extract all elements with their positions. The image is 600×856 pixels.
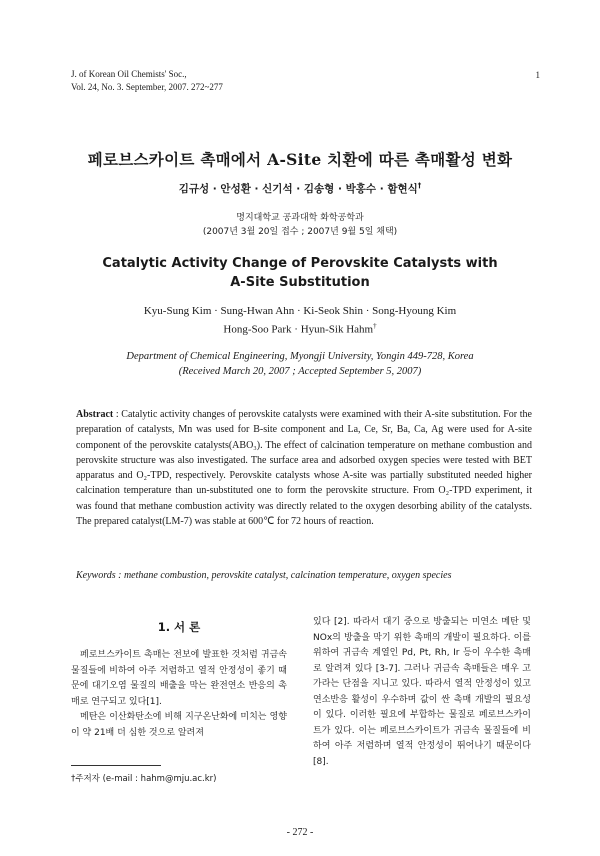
korean-author-list: 김규성 · 안성환 · 신기석 · 김송형 · 박홍수 · 함현식 [178,183,418,195]
english-authors [0,304,600,338]
korean-authors [0,181,600,196]
journal-volume: Vol. 24, No. 3. September, 2007. 272~277 [71,82,223,92]
english-department: Department of Chemical Engineering, Myongji University, Yongin 449-728, Korea [126,351,474,362]
korean-title: 페로브스카이트 촉매에서 A-Site 치환에 따른 촉매활성 변화 [87,150,513,169]
abstract [76,407,532,529]
journal-citation [71,68,223,94]
body-column-right [313,615,531,770]
english-affiliation [0,349,600,379]
body-paragraph-3: 있다 [2]. 따라서 대기 중으로 방출되는 미연소 메탄 및 NOx의 방출을 막기 위한 촉매의 개발이 필요하다. 이를 위하여 귀금속 계열인 Pd, Pt, Rh, Ir 등이 우수한 촉매로 알려져 있다 [3-7]. 그러나 귀금속 촉매들은 매우 고가라는 단점을 지니고 있다. 따라서 열적 안정성이 있고 연소반응 활성이 우수하며 값이 싼 촉매 개발의 필요성이 있다. 이러한 필요에 부합하는 물질로 페로브스카이트가 있다. 이는 페로브스카이트가 귀금속 물질들에 비하여 아주 저렴하며 열적 안정성이 뛰어나기 때문이다[8]. [313,617,531,767]
body-paragraph-2: 메탄은 이산화탄소에 비해 지구온난화에 미치는 영향이 약 21배 더 심한 것으로 알려져 [71,712,287,738]
korean-received-dates: (2007년 3월 20일 접수 ; 2007년 9월 5일 채택) [202,227,398,237]
korean-affiliation: 명지대학교 공과대학 화학공학과 [236,213,364,223]
abstract-text: : Catalytic activity changes of perovskite catalysts were examined with their A-site substitution. For the preparation of catalysts, Mn was used for B-site component and La, Ce, Sr, Ba, Ca, Ag were used for A-site component of the perovskite catalysts(ABO₃). The effect of calcination temperature on methane combustion and perovskite structure was also investigated. The surface area and adsorbed oxygen species were tested with BET apparatus and O₂-TPD, respectively. Perovskite catalysts whose A-site was partially substituted needed higher calcination temperature than un-substituted one to form the perovskite structure. From O₂-TPD experiment, it was found that methane combustion activity was directly related to the oxygen desorbing ability of the catalysts. The prepared catalyst(LM-7) was stable at 600℃ for 72 hours of reaction. [76,409,532,528]
footnote-corresponding-author: †주저자 (e-mail : hahm@mju.ac.kr) [71,774,217,784]
english-authors-line1: Kyu-Sung Kim · Sung-Hwan Ahn · Ki-Seok Shin · Song-Hyoung Kim [143,305,457,317]
body-column-left [71,648,287,741]
journal-name: J. of Korean Oil Chemists' Soc., [71,69,187,79]
corresponding-mark: † [417,181,422,190]
english-authors-line2: Hong-Soo Park · Hyun-Sik Hahm [223,323,374,336]
page-number-bottom: - 272 - [286,827,314,838]
keywords: Keywords : methane combustion, perovskite catalyst, calcination temperature, oxygen species [76,570,452,581]
english-received-dates: (Received March 20, 2007 ; Accepted September 5, 2007) [178,366,422,377]
abstract-label: Abstract [76,409,114,420]
english-title [0,254,600,292]
page-number-top: 1 [535,70,540,80]
footnote-divider [71,765,161,766]
english-title-line2: A-Site Substitution [230,275,370,290]
english-title-line1: Catalytic Activity Change of Perovskite Catalysts with [102,256,498,271]
body-paragraph-1: 페로브스카이트 촉매는 전보에 발표한 것처럼 귀금속 물질들에 비하여 아주 저렴하고 열적 안정성이 좋기 때문에 대기오염 물질의 배출을 막는 완전연소 반응의 촉매로 연구되고 있다[1]. [71,650,287,707]
korean-affiliation-block [0,211,600,239]
section-heading-introduction: 1. 서 론 [157,620,201,634]
english-corresponding-mark: † [373,322,377,330]
